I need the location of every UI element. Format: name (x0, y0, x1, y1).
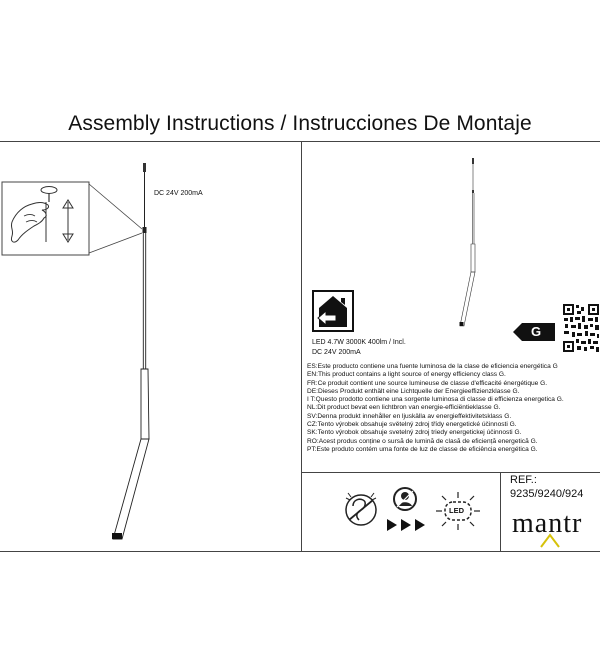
energy-line-sv: SV:Denna produkt innehåller en ljuskälla av energieffektivitetsklass G. (307, 412, 512, 420)
energy-class-letter: G (531, 324, 542, 339)
energy-line-cz: CZ:Tento výrobek obsahuje světelný zdroj třídy energetické účinnosti G. (307, 421, 517, 429)
ref-divider (500, 472, 501, 552)
energy-line-sk: SK:Tento výrobok obsahuje svetelný zdroj triedy energetickej účinnosti G. (307, 429, 522, 437)
qr-code (562, 303, 600, 353)
energy-line-ro: RO:Acest produs conține o sursă de lumină de clasă de eficiență energetică G. (307, 437, 538, 445)
led-icon-label: LED (449, 506, 464, 515)
left-spec-label: DC 24V 200mA (154, 190, 203, 197)
brand-text: mantr (512, 508, 583, 539)
pendant-lamp-small-illustration (455, 150, 495, 330)
energy-efficiency-text (307, 363, 564, 454)
energy-line-en: EN:This product contains a light source of energy efficiency class G. (307, 371, 506, 379)
ref-label: REF.: (510, 474, 537, 486)
energy-line-nl: NL:Dit product bevat een lichtbron van energie-efficiëntieklasse G. (307, 404, 501, 412)
page-title: Assembly Instructions / Instrucciones De Montaje (68, 112, 532, 135)
spec-line-1: LED 4.7W 3000K 400lm / Incl. (312, 339, 406, 346)
panel-divider (301, 141, 302, 552)
installer-warning-icon (392, 486, 418, 512)
icons-divider (301, 472, 600, 473)
ref-numbers: 9235/9240/924 (510, 488, 584, 500)
direction-arrows-icon (387, 518, 427, 532)
energy-line-fr: FR:Ce produit contient une source lumineuse de classe d'efficacité énergétique G. (307, 379, 548, 387)
energy-line-es: ES:Este producto contiene una fuente luminosa de la clase de eficiencia energética G (307, 363, 558, 370)
energy-line-pt: PT:Este produto contém uma fonte de luz de classe de eficiência energética G. (307, 445, 538, 453)
energy-label-house-icon (312, 290, 354, 332)
energy-line-it: I T:Questo prodotto contiene una sorgente luminosa di classe di efficienza energetica G. (307, 396, 564, 404)
no-dimmer-icon (343, 490, 379, 530)
height-adjust-icon (2, 182, 89, 255)
brand-logo-accent (540, 533, 560, 549)
spec-line-2: DC 24V 200mA (312, 349, 361, 356)
bottom-divider (0, 551, 600, 552)
energy-line-de: DE:Dieses Produkt enthält eine Lichtquelle der Energieeffizienzklasse G. (307, 387, 520, 395)
